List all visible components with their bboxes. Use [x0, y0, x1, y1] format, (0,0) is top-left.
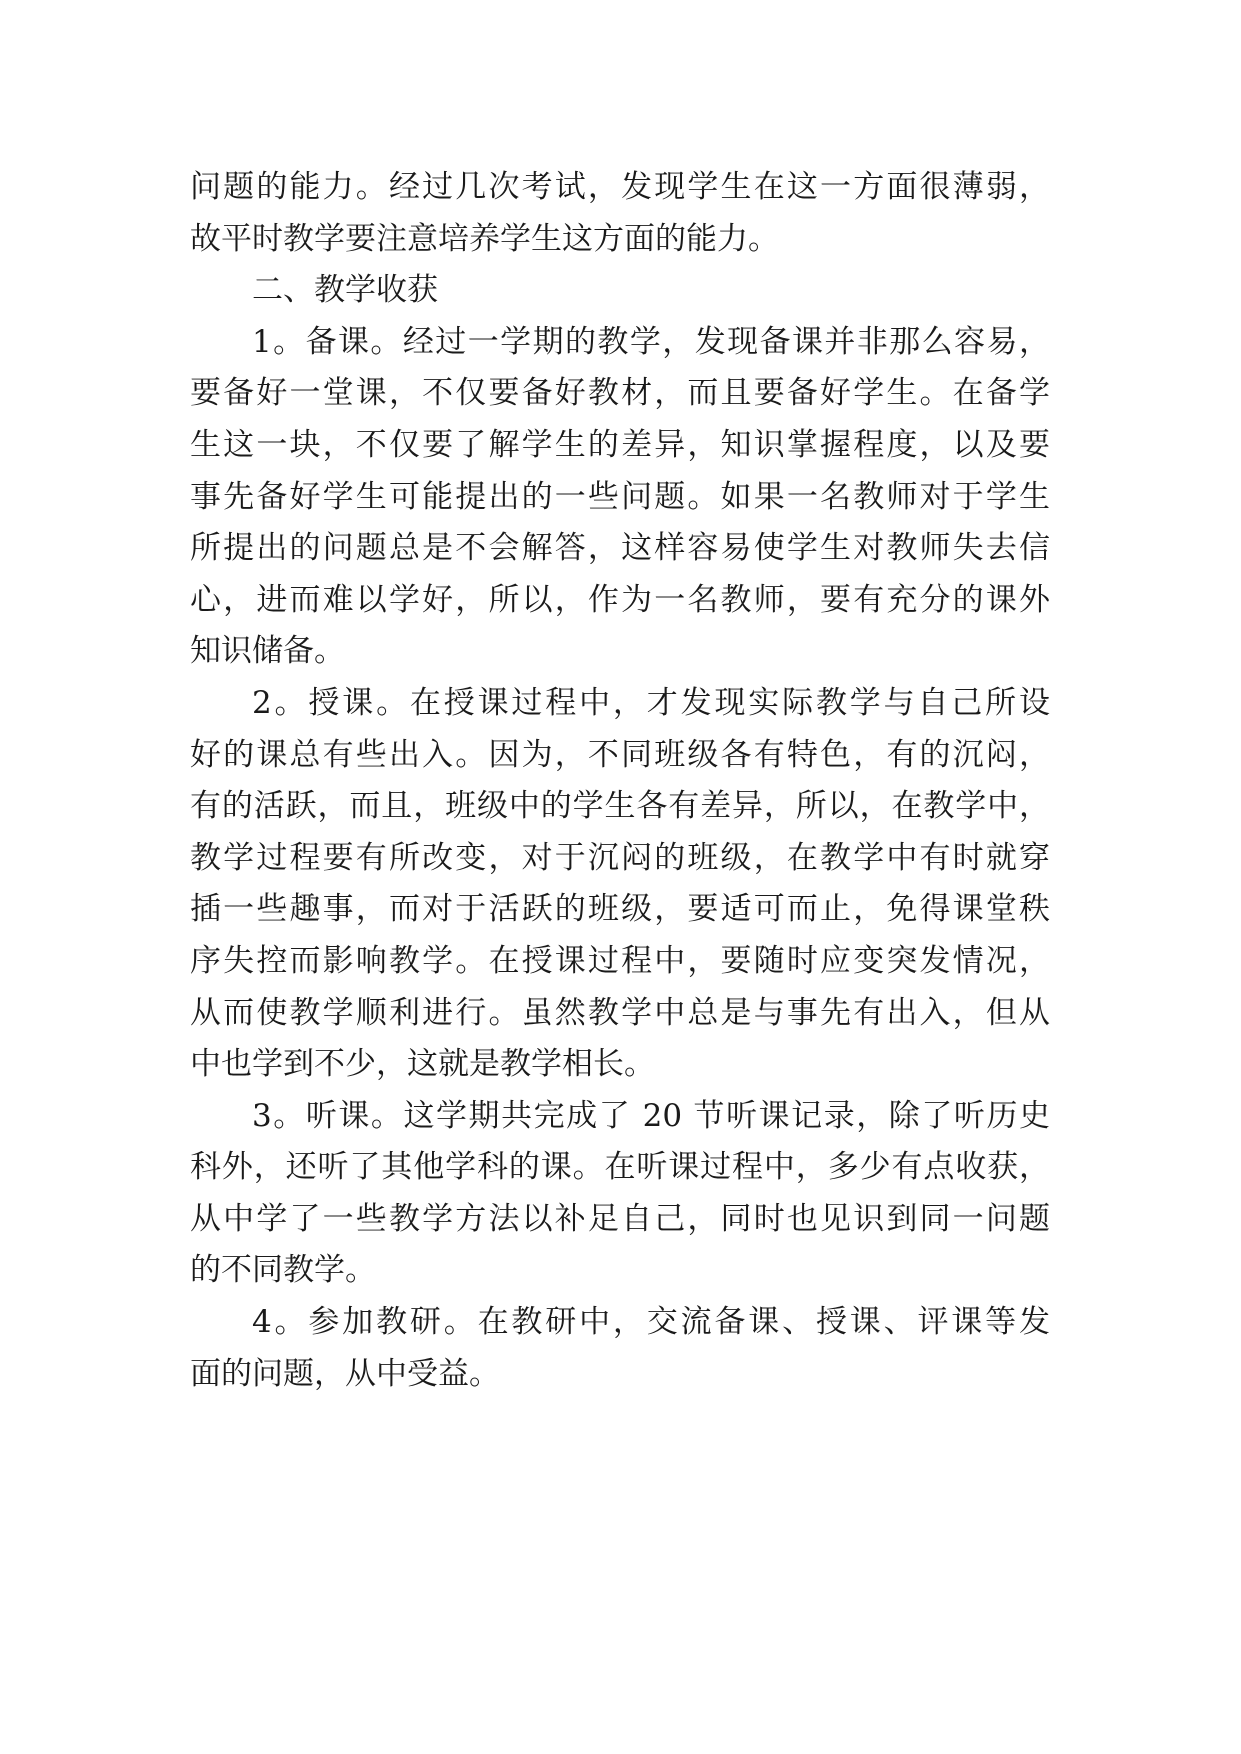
text-line: 要备好一堂课，不仅要备好教材，而且要备好学生。在备学 [190, 375, 1050, 412]
text-line: 二、教学收获 [252, 272, 438, 309]
text-line: 2。授课。在授课过程中，才发现实际教学与自己所设 [252, 684, 1050, 721]
text-line: 1。备课。经过一学期的教学，发现备课并非那么容易， [252, 323, 1050, 360]
text-line: 面的问题，从中受益。 [190, 1355, 500, 1392]
text-line: 问题的能力。经过几次考试，发现学生在这一方面很薄弱， [190, 169, 1050, 205]
text-line: 的不同教学。 [190, 1252, 376, 1289]
text-line: 从而使教学顺利进行。虽然教学中总是与事先有出入，但从 [190, 994, 1050, 1031]
text-line: 有的活跃，而且，班级中的学生各有差异，所以，在教学中， [190, 788, 1050, 825]
text-line: 事先备好学生可能提出的一些问题。如果一名教师对于学生 [190, 478, 1050, 515]
text-line: 序失控而影响教学。在授课过程中，要随时应变突发情况， [190, 942, 1050, 979]
text-line: 3。听课。这学期共完成了 20 节听课记录，除了听历史 [252, 1097, 1050, 1134]
text-line: 所提出的问题总是不会解答，这样容易使学生对教师失去信 [190, 530, 1050, 567]
body-text [190, 162, 1050, 1400]
text-line: 中也学到不少，这就是教学相长。 [190, 1046, 655, 1083]
text-line: 生这一块，不仅要了解学生的差异，知识掌握程度，以及要 [190, 426, 1050, 463]
text-line: 从中学了一些教学方法以补足自己，同时也见识到同一问题 [190, 1200, 1050, 1237]
text-line: 教学过程要有所改变，对于沉闷的班级，在教学中有时就穿 [190, 839, 1050, 876]
text-line: 心，进而难以学好，所以，作为一名教师，要有充分的课外 [190, 581, 1050, 618]
text-line: 科外，还听了其他学科的课。在听课过程中，多少有点收获， [190, 1149, 1050, 1186]
text-line: 4。参加教研。在教研中，交流备课、授课、评课等发 [252, 1304, 1050, 1341]
text-line: 好的课总有些出入。因为，不同班级各有特色，有的沉闷， [190, 736, 1050, 773]
text-line: 知识储备。 [190, 633, 345, 670]
text-line: 插一些趣事，而对于活跃的班级，要适可而止，免得课堂秩 [190, 891, 1050, 928]
text-line: 故平时教学要注意培养学生这方面的能力。 [190, 220, 779, 257]
